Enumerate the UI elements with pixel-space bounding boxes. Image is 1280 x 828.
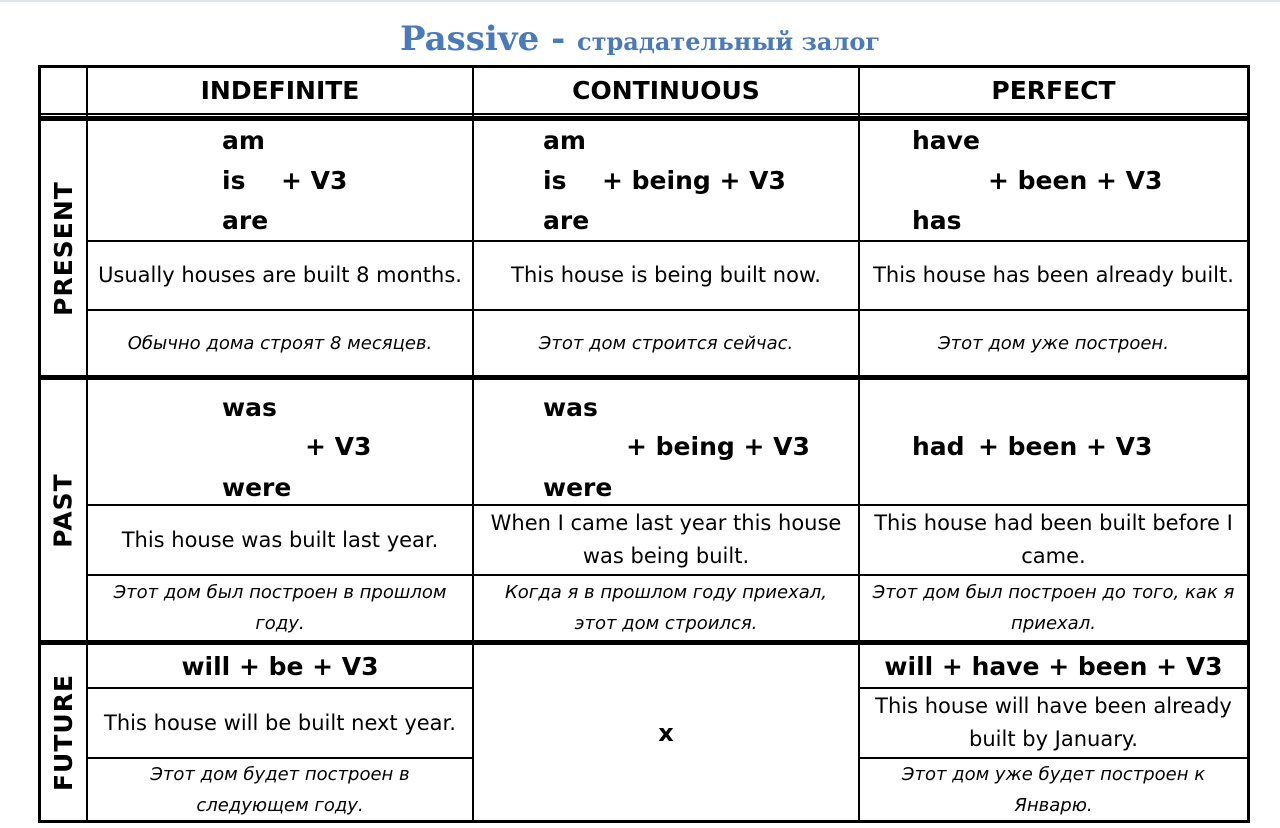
present-indef-v3: + V3: [281, 166, 348, 195]
header-indefinite: INDEFINITE: [200, 76, 360, 105]
past-indef-were: were: [222, 473, 292, 502]
past-cont-example: When I came last year this house was being built.: [490, 511, 842, 568]
past-cont-was: was: [543, 393, 598, 422]
past-indef-v3: + V3: [305, 432, 372, 461]
present-indef-example: Usually houses are built 8 months.: [98, 263, 462, 287]
present-indef-translation: Обычно дома строят 8 месяцев.: [127, 332, 433, 354]
future-indef-formula: will + be + V3: [181, 651, 379, 681]
past-perf-example: This house had been built before I came.: [874, 511, 1233, 568]
present-cont-are: are: [543, 206, 590, 235]
title-dash: -: [539, 19, 578, 59]
present-perf-have: have: [912, 126, 980, 155]
future-perf-example: This house will have been already built by January.: [875, 694, 1232, 751]
present-cont-translation: Этот дом строится сейчас.: [538, 332, 794, 354]
present-perf-example: This house has been already built.: [873, 263, 1234, 287]
present-indef-am: am: [222, 126, 265, 155]
past-perf-translation: Этот дом был построен до того, как я приехал.: [872, 582, 1235, 634]
present-perf-has: has: [912, 206, 962, 235]
past-cont-were: were: [543, 473, 613, 502]
present-indef-are: are: [222, 206, 269, 235]
future-continuous-none-mark: x: [658, 718, 674, 747]
present-perf-translation: Этот дом уже построен.: [938, 332, 1169, 354]
row-label-future: FUTURE: [49, 673, 78, 792]
section-rule-present: [41, 375, 1247, 380]
top-rule: [0, 0, 1280, 2]
title-en: Passive: [399, 19, 540, 59]
present-cont-am: am: [543, 126, 586, 155]
row-label-present: PRESENT: [49, 180, 78, 316]
past-cont-translation: Когда я в прошлом году приехал, этот дом строился.: [505, 582, 827, 634]
past-perf-had: had: [912, 432, 965, 461]
future-perf-translation: Этот дом уже будет построен к Январю.: [901, 763, 1206, 816]
present-cont-is: is: [543, 166, 567, 195]
future-indef-example: This house will be built next year.: [104, 710, 456, 735]
header-rule-thick: [41, 116, 1247, 121]
future-perf-formula: will + have + been + V3: [884, 651, 1223, 681]
header-rule: [41, 113, 1247, 115]
past-indef-was: was: [222, 393, 277, 422]
past-perf-been: + been + V3: [978, 432, 1153, 461]
past-cont-being: + being + V3: [626, 432, 810, 461]
present-indef-is: is: [222, 166, 246, 195]
page-title: [0, 14, 1280, 70]
past-indef-example: This house was built last year.: [121, 527, 439, 552]
header-perfect: PERFECT: [991, 76, 1116, 105]
passive-table: [38, 65, 1250, 823]
row-label-past: PAST: [49, 472, 78, 548]
past-indef-translation: Этот дом был построен в прошлом году.: [113, 582, 447, 634]
present-perf-been: + been + V3: [988, 166, 1163, 195]
title-ru: страдательный залог: [577, 27, 881, 56]
present-cont-example: This house is being built now.: [511, 263, 821, 287]
header-continuous: CONTINUOUS: [572, 76, 760, 105]
future-indef-translation: Этот дом будет построен в следующем году.: [150, 763, 410, 816]
present-cont-being: + being + V3: [602, 166, 786, 195]
